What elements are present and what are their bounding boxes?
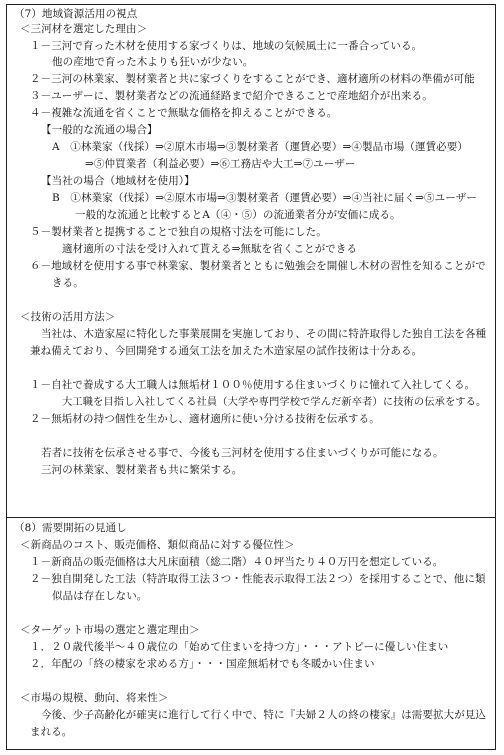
technology-paragraph-1: 当社は、木造家屋に特化した事業展開を実施しており、その間に特許取得した独自工法を各種 [41, 328, 487, 340]
flow-b-comparison: 一般的な流通と比較するとA（④・⑤）の流通業者分が安価に成る。 [75, 209, 401, 221]
reason-item-6-cont: きる。 [52, 277, 84, 289]
technology-item-1-cont: 大工職を目指し入社してくる社員（大学や専門学校で学んだ新卒者）に技術の伝承をする。 [62, 396, 487, 408]
cost-item-2: ２－独自開発した工法（特許取得工法３つ・性能表示取得工法２つ）を採用することで、他に類 [30, 573, 486, 585]
flow-a-line-2: ⇒⑤仲買業者（利益必要）⇒⑥工務店や大工⇒⑦ユーザー [85, 158, 356, 170]
section-8-heading: （8）需要開拓の見通し [14, 522, 127, 534]
technology-conclusion-2: 三河の林業家、製材業者も共に繁栄する。 [41, 464, 243, 476]
reason-item-5: ５－製材業者と提携することで独自の規格寸法を可能にした。 [30, 226, 327, 238]
subheading-mikawa-reason: ＜三河材を選定した理由＞ [20, 23, 148, 35]
reason-item-2: ２－三河の林業家、製材業者と共に家づくりをすることができ、適材適所の材料の準備が可能 [30, 73, 475, 85]
market-paragraph-2: まれる。 [30, 726, 73, 738]
cost-item-1: １－新商品の販売価格は大凡床面積（総二階）４０坪当たり４０万円を想定している。 [30, 556, 444, 568]
market-paragraph-1: 今後、少子高齢化が確実に進行して行く中で、特に『夫婦２人の終の棲家』は需要拡大が見込 [41, 709, 486, 721]
technology-conclusion-1: 若者に技術を伝承させる事で、今後も三河材を使用する住まいづくりが可能になる。 [41, 447, 444, 459]
technology-paragraph-2: 兼ね備えており、今回開発する通気工法を加えた木造家屋の試作技術は十分ある。 [30, 345, 423, 357]
reason-item-5-cont: 適材適所の寸法を受け入れて貰える⇒無駄を省くことができる [62, 243, 358, 255]
subheading-cost-advantage: ＜新商品のコスト、販売価格、類似商品に対する優位性＞ [20, 539, 295, 551]
subheading-market-scale: ＜市場の規模、動向、将来性＞ [20, 692, 169, 704]
general-distribution-heading: 【一般的な流通の場合】 [41, 124, 158, 136]
subheading-target-market: ＜ターゲット市場の選定と選定理由＞ [20, 624, 200, 636]
technology-item-1: １－自社で養成する大工職人は無垢材１００％使用する住まいづくりに憧れて入社してくる。 [30, 379, 476, 391]
reason-item-4: ４－複雑な流通を省くことで無駄な価格を抑えることができる。 [30, 107, 338, 119]
subheading-technology: ＜技術の活用方法＞ [20, 311, 116, 323]
reason-item-6: ６－地域材を使用する事で林業家、製材業者とともに勉強会を開催し木材の習性を知ることがで [30, 260, 486, 272]
reason-item-1: １－三河で育った木材を使用する家づくりは、地域の気候風土に一番合っている。 [30, 40, 423, 52]
flow-a-line-1: A ①林業家（伐採）⇒②原木市場⇒③製材業者（運賃必要）⇒④製品市場（運賃必要） [52, 141, 468, 153]
technology-item-2: ２－無垢材の持つ個性を生かし、適材適所に使い分ける技術を伝承する。 [30, 413, 380, 425]
reason-item-3: ３－ユーザーに、製材業者などの流通経路まで紹介できることで産地紹介が出来る。 [30, 90, 433, 102]
cost-item-2-cont: 似品は存在しない。 [52, 590, 148, 602]
target-item-1: １．２０歳代後半～４０歳位の「始めて住まいを持つ方」・・・アトピーに優しい住まい [30, 641, 449, 653]
section-7-heading: （7）地域資源活用の視点 [14, 8, 138, 20]
company-case-heading: 【当社の場合（地域材を使用）】 [41, 175, 195, 187]
flow-b-line-1: B ①林業家（伐採）⇒②原木市場⇒③製材業者（運賃必要）⇒④当社に届く⇒⑤ユーザー [52, 192, 478, 204]
reason-item-1-cont: 他の産地で育った木よりも狂いが少ない。 [52, 56, 254, 68]
target-item-2: ２．年配の「終の棲家を求める方」・・・国産無垢材でも冬暖かい住まい [30, 658, 375, 670]
